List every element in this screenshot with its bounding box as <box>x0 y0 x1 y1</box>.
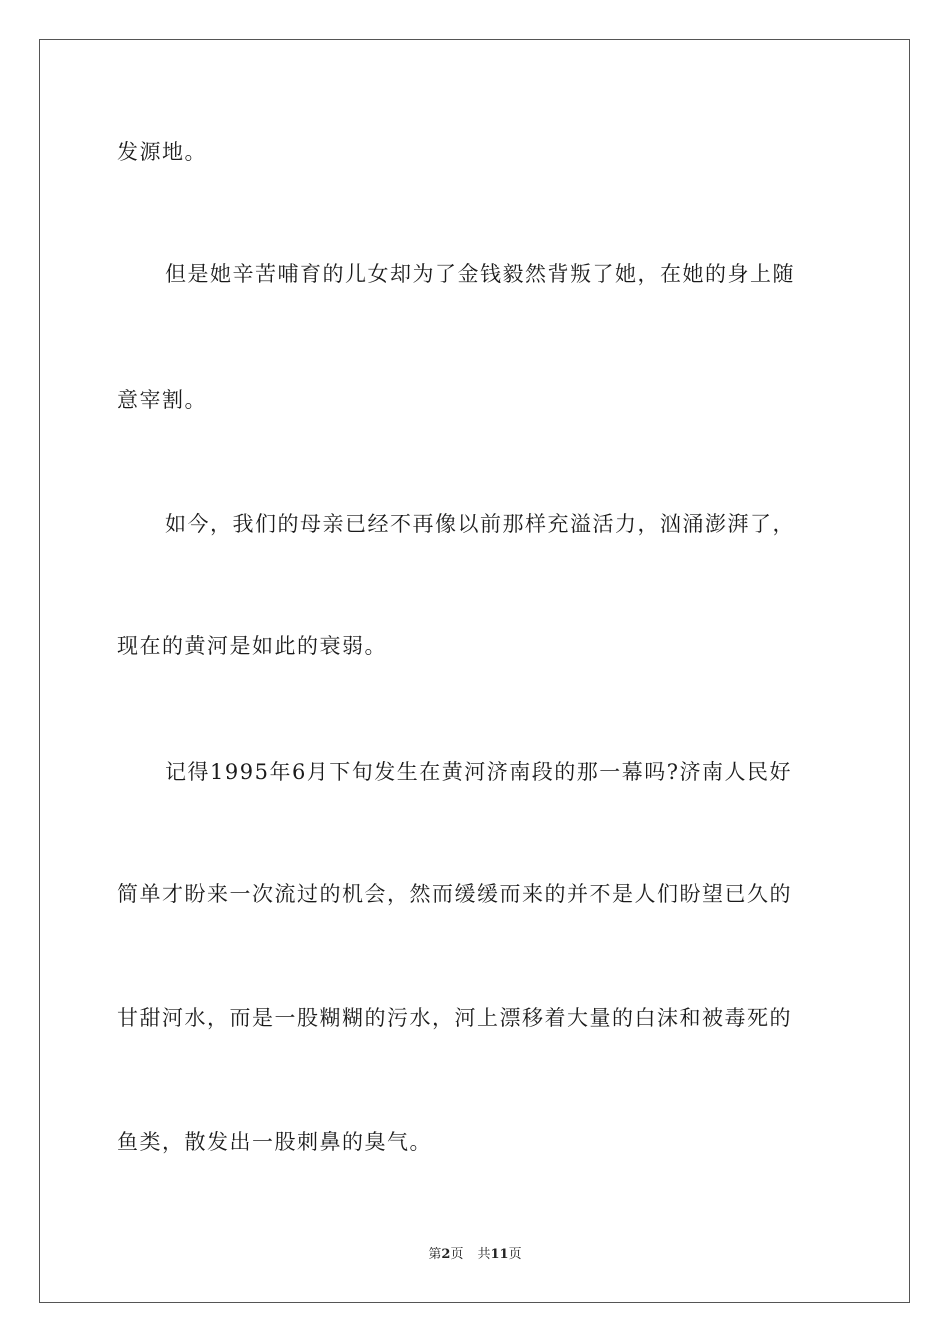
paragraph-first-line: 但是她辛苦哺育的儿女却为了金钱毅然背叛了她，在她的身上随 <box>165 262 795 286</box>
text-line: 甘甜河水，而是一股糊糊的污水，河上漂移着大量的白沫和被毒死的 <box>117 1006 792 1030</box>
total-pages-prefix: 共 <box>477 1247 491 1262</box>
page-border <box>39 39 910 1303</box>
page-number-suffix: 页 <box>450 1247 464 1262</box>
page-number-prefix: 第 <box>428 1247 442 1262</box>
text-line: 现在的黄河是如此的衰弱。 <box>117 634 387 658</box>
total-pages: 11 <box>490 1247 509 1262</box>
paragraph-first-line: 记得1995年6月下旬发生在黄河济南段的那一幕吗?济南人民好 <box>165 760 793 784</box>
text-line: 意宰割。 <box>117 388 207 412</box>
text-line: 鱼类，散发出一股刺鼻的臭气。 <box>117 1130 432 1154</box>
text-line: 简单才盼来一次流过的机会，然而缓缓而来的并不是人们盼望已久的 <box>117 882 792 906</box>
text-line: 发源地。 <box>117 140 207 164</box>
paragraph-first-line: 如今，我们的母亲已经不再像以前那样充溢活力，汹涌澎湃了， <box>165 512 795 536</box>
page-footer <box>0 1246 950 1264</box>
page-number: 2 <box>441 1247 451 1262</box>
total-pages-suffix: 页 <box>508 1247 522 1262</box>
